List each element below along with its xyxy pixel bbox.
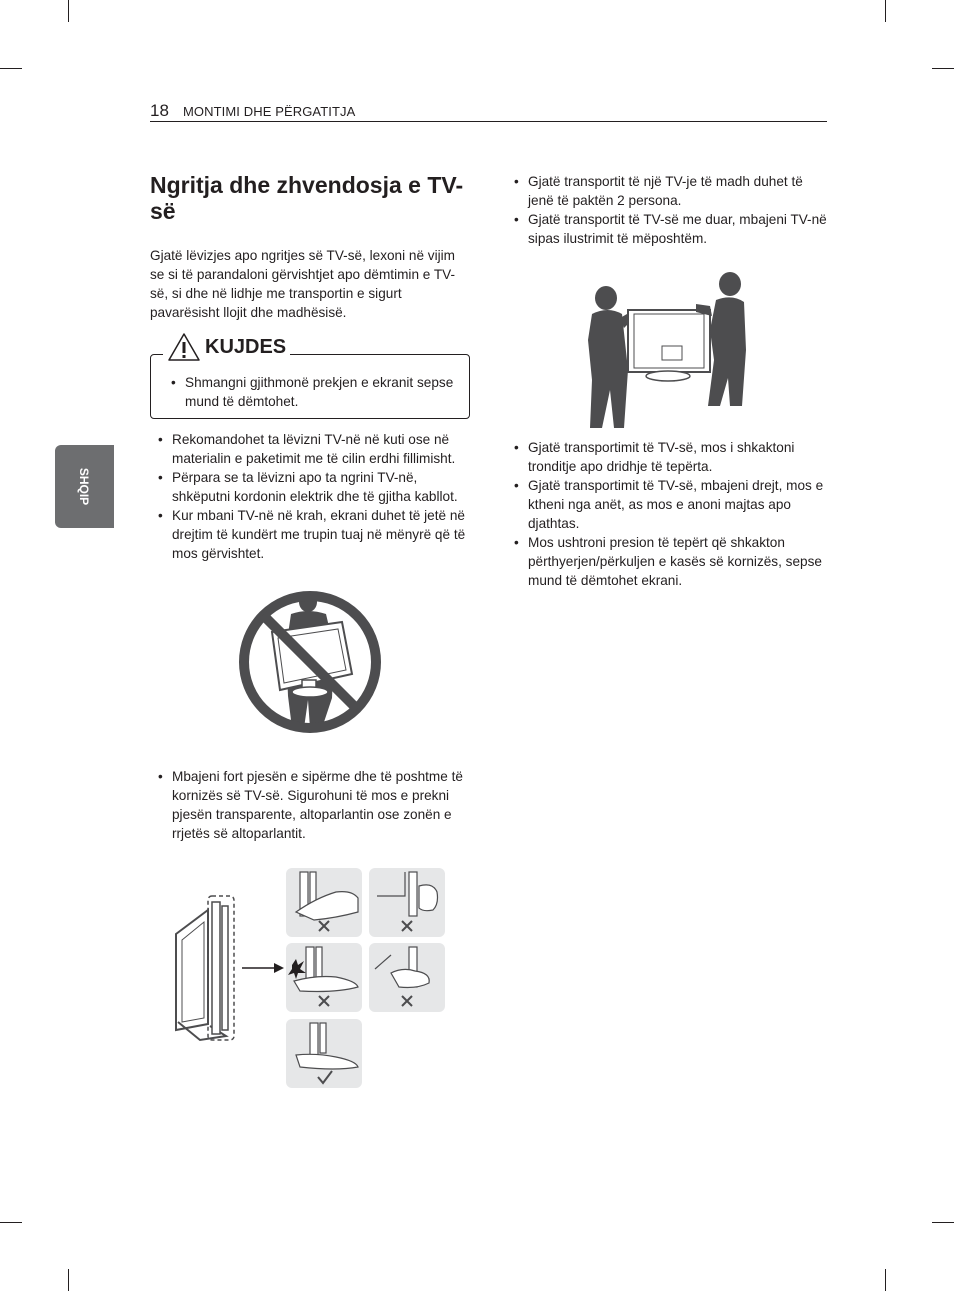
page-header (150, 101, 827, 122)
list-item: • Gjatë transportimit të TV-së, mos i shkaktoni tronditje apo dridhje të tepërta. (506, 438, 830, 476)
grip-panel-wrong (369, 943, 445, 1012)
bullet-list-transport-care (506, 438, 830, 590)
warning-triangle-icon (167, 332, 201, 362)
intro-paragraph: Gjatë lëvizjes apo ngritjes së TV-së, lexoni në vijim se si të parandaloni gërvishtjet apo dëmtimin e TV-së, si dhe në lidhje me transportin e sigurt pavarësisht llojit dhe madhësisë. (150, 248, 456, 320)
language-tab-label: SHQIP (77, 467, 92, 506)
caution-title: KUJDES (205, 335, 287, 358)
bullet-list-grip (150, 767, 470, 843)
crop-mark (68, 0, 69, 22)
list-item: • Përpara se ta lëvizni apo ta ngrini TV-në, shkëputni kordonin elektrik dhe të gjitha kabllot. (150, 468, 474, 506)
list-item: • Mos ushtroni presion të tepërt që shkakton përthyerjen/përkuljen e kasës së kornizës, sepse mund të dëmtohet ekrani. (506, 533, 830, 590)
caution-list (163, 373, 463, 411)
tv-figure (628, 310, 710, 381)
bullet-list-transport (506, 172, 830, 248)
grip-panel-correct (286, 1019, 362, 1088)
arrow-right-icon (242, 963, 284, 973)
list-item: • Mbajeni fort pjesën e sipërme dhe të poshtme të kornizës së TV-së. Sigurohuni të mos e prekni pjesën transparente, altoparlantin ose zonën e rrjetës së altoparlantit. (150, 767, 470, 843)
grip-panel-wrong (286, 868, 362, 937)
prohibited-carry-illustration (236, 588, 384, 736)
list-item: • Shmangni gjithmonë prekjen e ekranit sepse mund të dëmtohet. (163, 373, 463, 411)
crop-mark (0, 68, 22, 69)
section-title: MONTIMI DHE PËRGATITJA (183, 104, 356, 119)
caution-box (150, 335, 470, 419)
grip-panel-wrong (286, 943, 362, 1012)
list-item: • Kur mbani TV-në në krah, ekrani duhet të jetë në drejtim të kundërt me trupin tuaj në mënyrë që të mos gërvishtet. (150, 506, 474, 563)
caution-heading (163, 329, 290, 365)
list-item: • Gjatë transportit të një TV-je të madh duhet të jenë të paktën 2 persona. (506, 172, 830, 210)
tv-side-view-illustration (170, 890, 286, 1046)
grip-panel-wrong (369, 868, 445, 937)
language-tab (55, 445, 114, 528)
crop-mark (932, 68, 954, 69)
list-item: • Rekomandohet ta lëvizni TV-në në kuti ose në materialin e paketimit me të cilin erdhi fillimisht. (150, 430, 474, 468)
list-item: • Gjatë transportimit të TV-së, mbajeni drejt, mos e ktheni nga anët, as mos e anoni majtas apo djathtas. (506, 476, 830, 533)
two-person-carry-illustration (586, 270, 748, 428)
bullet-list-lifting (150, 430, 474, 563)
crop-mark (885, 1269, 886, 1291)
page-number: 18 (150, 101, 169, 120)
crop-mark (885, 0, 886, 22)
crop-mark (932, 1222, 954, 1223)
page-title: Ngritja dhe zhvendosja e TV-së (150, 172, 464, 224)
crop-mark (0, 1222, 22, 1223)
list-item: • Gjatë transportit të TV-së me duar, mbajeni TV-në sipas ilustrimit të mëposhtëm. (506, 210, 830, 248)
crop-mark (68, 1269, 69, 1291)
